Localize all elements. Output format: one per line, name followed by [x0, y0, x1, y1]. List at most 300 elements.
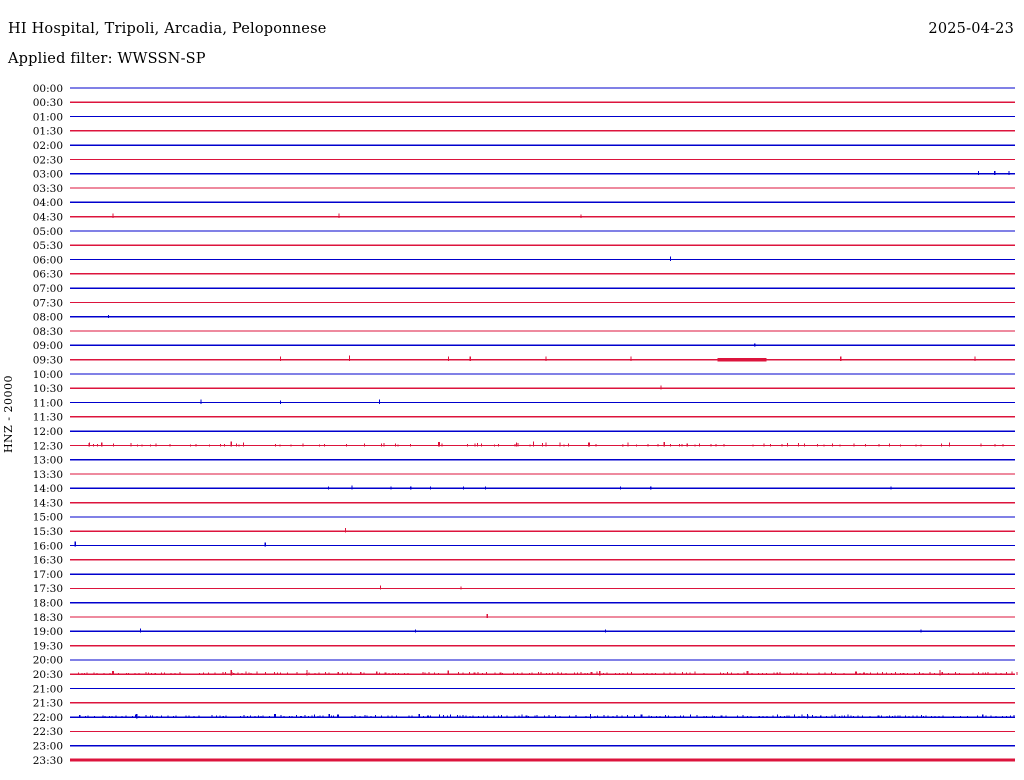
- trace-noise-tick: [758, 673, 759, 675]
- row-time-label: 00:30: [32, 97, 63, 110]
- trace-spike: [280, 401, 281, 404]
- trace-noise-tick: [411, 673, 412, 675]
- trace-noise-tick: [587, 673, 588, 675]
- row-time-label: 04:30: [32, 211, 63, 224]
- trace-spike: [265, 543, 266, 547]
- trace-noise-tick: [460, 716, 461, 718]
- trace-noise-tick: [175, 673, 176, 675]
- trace-spike: [994, 171, 995, 175]
- trace-noise-tick: [807, 673, 808, 675]
- trace-noise-tick: [134, 673, 135, 675]
- trace-noise-tick: [857, 715, 858, 718]
- trace-noise-tick: [549, 715, 550, 718]
- trace-noise-tick: [284, 716, 285, 718]
- trace-noise-tick: [939, 716, 940, 718]
- trace-noise-tick: [921, 715, 922, 718]
- trace-noise-tick: [725, 715, 726, 718]
- trace-noise-tick: [534, 715, 535, 718]
- trace-noise-tick: [231, 672, 233, 675]
- trace-spike: [661, 385, 662, 389]
- trace-noise-tick: [407, 673, 408, 675]
- trace-noise-tick: [242, 673, 243, 675]
- trace-noise-tick: [306, 673, 307, 675]
- trace-noise-tick: [663, 672, 664, 675]
- trace-spike: [754, 343, 755, 346]
- trace-noise-tick: [347, 673, 348, 675]
- trace-noise-tick: [211, 715, 212, 718]
- trace-noise-tick: [798, 443, 799, 446]
- trace-noise-tick: [208, 672, 209, 675]
- trace-spike: [108, 315, 109, 318]
- trace-noise-tick: [851, 715, 852, 718]
- trace-noise-tick: [528, 716, 529, 718]
- trace-noise-tick: [247, 716, 248, 718]
- trace-noise-tick: [224, 444, 225, 446]
- trace-spike: [352, 485, 353, 489]
- trace-noise-tick: [591, 672, 593, 675]
- trace-noise-tick: [367, 716, 368, 718]
- trace-spike: [460, 586, 461, 589]
- trace-noise-tick: [777, 715, 778, 718]
- trace-noise-tick: [139, 716, 140, 718]
- trace-spike: [415, 629, 416, 632]
- trace-noise-tick: [579, 716, 580, 718]
- trace-noise-tick: [735, 673, 736, 675]
- trace-spike: [485, 486, 486, 489]
- trace-noise-tick: [251, 673, 252, 675]
- trace-noise-tick: [743, 715, 744, 718]
- trace-noise-tick: [665, 715, 666, 718]
- trace-spike: [545, 442, 546, 446]
- trace-noise-tick: [683, 715, 684, 718]
- trace-noise-tick: [660, 716, 661, 718]
- trace-noise-tick: [546, 673, 547, 675]
- trace-noise-tick: [631, 672, 632, 675]
- trace-noise-tick: [315, 673, 316, 675]
- trace-noise-tick: [205, 716, 206, 718]
- trace-noise-tick: [780, 716, 781, 718]
- trace-noise-tick: [478, 716, 479, 718]
- trace-noise-tick: [670, 672, 671, 675]
- trace-noise-tick: [835, 715, 836, 718]
- trace-noise-tick: [559, 716, 560, 718]
- trace-noise-tick: [436, 716, 437, 718]
- trace-spike: [840, 357, 841, 361]
- trace-spike: [345, 528, 346, 532]
- row-time-label: 15:30: [32, 526, 63, 539]
- trace-noise-tick: [608, 716, 609, 718]
- trace-noise-tick: [619, 673, 620, 675]
- trace-noise-tick: [982, 714, 984, 718]
- trace-noise-tick: [398, 673, 399, 675]
- trace-noise-tick: [353, 673, 354, 675]
- trace-noise-tick: [763, 716, 764, 718]
- trace-noise-tick: [931, 716, 932, 718]
- trace-noise-tick: [502, 673, 503, 675]
- trace-noise-tick: [291, 444, 292, 446]
- trace-noise-tick: [913, 716, 914, 718]
- trace-noise-tick: [839, 444, 840, 446]
- trace-spike: [978, 171, 979, 175]
- trace-noise-tick: [622, 716, 623, 718]
- trace-noise-tick: [848, 715, 849, 718]
- trace-spike: [949, 442, 950, 446]
- trace-noise-tick: [641, 715, 643, 718]
- trace-noise-tick: [395, 673, 396, 675]
- trace-noise-tick: [881, 716, 882, 718]
- trace-noise-tick: [188, 716, 189, 718]
- trace-noise-tick: [514, 716, 515, 719]
- trace-noise-tick: [150, 445, 151, 447]
- trace-noise-tick: [388, 673, 389, 675]
- trace-noise-tick: [173, 716, 174, 718]
- trace-noise-tick: [1016, 672, 1017, 675]
- trace-noise-tick: [395, 443, 396, 446]
- trace-noise-tick: [84, 673, 85, 675]
- trace-noise-tick: [682, 672, 683, 675]
- trace-noise-tick: [738, 673, 739, 675]
- trace-noise-tick: [797, 673, 798, 675]
- row-time-label: 14:00: [32, 483, 63, 496]
- trace-spike: [939, 670, 940, 675]
- trace-noise-tick: [752, 445, 753, 447]
- row-time-label: 19:30: [32, 640, 63, 653]
- trace-noise-tick: [439, 715, 440, 718]
- trace-noise-tick: [259, 673, 260, 675]
- trace-noise-tick: [537, 715, 538, 718]
- trace-noise-tick: [862, 715, 863, 718]
- trace-noise-tick: [220, 444, 221, 446]
- trace-noise-tick: [703, 716, 704, 718]
- trace-noise-tick: [346, 444, 347, 446]
- trace-noise-tick: [87, 716, 88, 718]
- trace-noise-tick: [191, 716, 192, 718]
- trace-noise-tick: [500, 673, 502, 675]
- trace-noise-tick: [220, 716, 221, 718]
- trace-noise-tick: [786, 715, 787, 718]
- trace-noise-tick: [447, 671, 449, 675]
- trace-noise-tick: [126, 715, 127, 718]
- trace-noise-tick: [886, 673, 887, 676]
- row-time-label: 00:00: [32, 82, 63, 95]
- trace-noise-tick: [517, 673, 518, 675]
- row-time-label: 12:30: [32, 440, 63, 453]
- trace-noise-tick: [923, 673, 924, 675]
- trace-noise-tick: [723, 444, 724, 446]
- trace-spike: [430, 486, 431, 489]
- trace-noise-tick: [1003, 673, 1004, 675]
- row-time-label: 23:30: [32, 754, 63, 767]
- trace-noise-tick: [995, 716, 996, 718]
- trace-noise-tick: [712, 716, 713, 718]
- row-time-label: 08:30: [32, 325, 63, 338]
- trace-noise-tick: [648, 716, 649, 718]
- trace-noise-tick: [297, 672, 298, 675]
- trace-noise-tick: [248, 672, 249, 675]
- trace-noise-tick: [675, 673, 676, 675]
- trace-noise-tick: [118, 673, 119, 675]
- trace-noise-tick: [655, 673, 656, 675]
- trace-noise-tick: [469, 672, 470, 675]
- trace-noise-tick: [889, 443, 890, 446]
- trace-noise-tick: [842, 715, 843, 718]
- trace-noise-tick: [82, 673, 83, 675]
- trace-noise-tick: [493, 716, 494, 718]
- trace-spike: [628, 442, 629, 446]
- trace-noise-tick: [865, 444, 866, 446]
- trace-noise-tick: [238, 444, 239, 446]
- row-time-label: 17:00: [32, 568, 63, 581]
- trace-noise-tick: [1006, 672, 1007, 675]
- trace-spike: [487, 614, 488, 618]
- trace-noise-tick: [565, 673, 566, 675]
- trace-noise-tick: [427, 715, 429, 718]
- trace-noise-tick: [585, 673, 586, 675]
- row-time-label: 13:30: [32, 468, 63, 481]
- trace-noise-tick: [643, 673, 644, 675]
- row-time-label: 18:00: [32, 597, 63, 610]
- trace-noise-tick: [466, 716, 467, 718]
- trace-spike: [349, 356, 350, 361]
- trace-noise-tick: [700, 716, 701, 718]
- trace-noise-tick: [79, 715, 81, 718]
- row-time-label: 21:30: [32, 697, 63, 710]
- trace-noise-tick: [113, 443, 114, 446]
- trace-noise-tick: [595, 444, 596, 446]
- trace-noise-tick: [882, 672, 883, 675]
- trace-noise-tick: [195, 444, 196, 446]
- trace-noise-tick: [317, 716, 318, 718]
- trace-noise-tick: [112, 671, 114, 675]
- trace-noise-tick: [853, 716, 854, 718]
- trace-noise-tick: [238, 673, 239, 675]
- trace-noise-tick: [209, 444, 210, 446]
- trace-noise-tick: [225, 672, 226, 675]
- trace-noise-tick: [302, 444, 303, 447]
- trace-noise-tick: [220, 673, 221, 675]
- trace-noise-tick: [226, 715, 227, 718]
- trace-noise-tick: [751, 716, 752, 718]
- trace-noise-tick: [552, 672, 553, 675]
- trace-noise-tick: [825, 672, 826, 675]
- trace-noise-tick: [222, 716, 224, 718]
- trace-noise-tick: [839, 716, 840, 718]
- trace-noise-tick: [941, 672, 943, 675]
- trace-noise-tick: [710, 444, 711, 446]
- trace-noise-tick: [145, 672, 146, 675]
- trace-noise-tick: [636, 444, 637, 446]
- trace-noise-tick: [907, 673, 908, 675]
- trace-noise-tick: [331, 716, 332, 718]
- trace-noise-tick: [291, 716, 292, 718]
- trace-noise-tick: [478, 672, 479, 675]
- trace-noise-tick: [908, 716, 909, 718]
- trace-noise-tick: [804, 716, 805, 718]
- trace-noise-tick: [518, 716, 519, 718]
- trace-noise-tick: [752, 673, 753, 675]
- trace-noise-tick: [203, 672, 204, 675]
- trace-noise-tick: [250, 715, 251, 718]
- trace-noise-tick: [964, 673, 965, 675]
- trace-noise-tick: [779, 672, 780, 675]
- trace-noise-tick: [690, 715, 691, 718]
- trace-spike: [328, 486, 329, 489]
- trace-noise-tick: [542, 443, 543, 446]
- trace-noise-tick: [168, 715, 169, 718]
- trace-noise-tick: [891, 673, 892, 675]
- trace-noise-tick: [790, 673, 791, 675]
- trace-noise-tick: [337, 714, 339, 718]
- trace-noise-tick: [747, 716, 748, 718]
- trace-noise-tick: [442, 444, 443, 447]
- trace-spike: [590, 714, 591, 718]
- trace-spike: [605, 629, 606, 632]
- trace-noise-tick: [948, 673, 949, 675]
- trace-noise-tick: [371, 716, 372, 718]
- trace-noise-tick: [299, 673, 300, 675]
- trace-noise-tick: [812, 715, 813, 718]
- trace-noise-tick: [422, 672, 423, 675]
- trace-noise-tick: [409, 715, 410, 718]
- trace-noise-tick: [603, 673, 604, 675]
- trace-noise-tick: [699, 444, 700, 447]
- row-time-label: 11:00: [32, 397, 63, 410]
- trace-noise-tick: [798, 716, 799, 718]
- trace-noise-tick: [275, 444, 276, 446]
- trace-noise-tick: [694, 445, 695, 447]
- trace-noise-tick: [86, 673, 87, 675]
- trace-spike: [338, 214, 339, 218]
- trace-noise-tick: [634, 715, 635, 718]
- trace-noise-tick: [418, 714, 420, 718]
- trace-noise-tick: [656, 716, 657, 718]
- trace-noise-tick: [521, 672, 522, 675]
- trace-noise-tick: [154, 673, 156, 675]
- trace-noise-tick: [663, 442, 665, 446]
- trace-noise-tick: [423, 716, 424, 718]
- trace-noise-tick: [184, 673, 185, 675]
- trace-noise-tick: [100, 716, 101, 718]
- row-time-label: 20:00: [32, 654, 63, 667]
- trace-noise-tick: [801, 673, 802, 675]
- trace-noise-tick: [289, 716, 290, 718]
- trace-noise-tick: [97, 444, 98, 446]
- row-time-label: 03:30: [32, 182, 63, 195]
- trace-noise-tick: [925, 716, 926, 718]
- trace-noise-tick: [300, 716, 302, 718]
- trace-noise-tick: [342, 673, 343, 676]
- trace-noise-tick: [385, 672, 387, 675]
- trace-noise-tick: [544, 715, 545, 718]
- trace-noise-tick: [613, 716, 614, 718]
- trace-noise-tick: [490, 673, 491, 675]
- trace-noise-tick: [843, 673, 844, 675]
- row-time-label: 17:30: [32, 583, 63, 596]
- trace-noise-tick: [526, 715, 528, 718]
- trace-spike: [533, 441, 534, 446]
- trace-noise-tick: [450, 715, 451, 718]
- trace-noise-tick: [152, 716, 153, 718]
- trace-noise-tick: [94, 673, 95, 675]
- trace-noise-tick: [381, 716, 382, 718]
- trace-noise-tick: [900, 673, 901, 675]
- trace-noise-tick: [767, 716, 768, 718]
- trace-noise-tick: [898, 716, 899, 719]
- trace-noise-tick: [198, 715, 199, 718]
- trace-noise-tick: [892, 716, 893, 718]
- date-label: 2025-04-23: [928, 21, 1014, 37]
- trace-noise-tick: [236, 444, 237, 447]
- trace-noise-tick: [921, 444, 922, 446]
- trace-spike: [921, 629, 922, 632]
- trace-noise-tick: [457, 715, 458, 718]
- trace-noise-tick: [784, 716, 785, 718]
- trace-noise-tick: [111, 716, 112, 718]
- trace-noise-tick: [561, 672, 562, 675]
- trace-noise-tick: [801, 715, 802, 718]
- trace-spike: [280, 357, 281, 361]
- trace-noise-tick: [640, 673, 641, 675]
- row-time-label: 14:30: [32, 497, 63, 510]
- trace-burst: [717, 358, 766, 362]
- trace-noise-tick: [870, 673, 871, 676]
- trace-noise-tick: [985, 673, 986, 676]
- trace-noise-tick: [199, 673, 200, 675]
- trace-noise-tick: [580, 672, 581, 675]
- trace-noise-tick: [428, 672, 429, 675]
- trace-noise-tick: [89, 443, 90, 446]
- trace-noise-tick: [978, 672, 979, 675]
- trace-noise-tick: [130, 443, 131, 446]
- trace-noise-tick: [844, 715, 845, 718]
- trace-noise-tick: [960, 716, 961, 718]
- trace-spike: [599, 671, 600, 675]
- trace-noise-tick: [637, 673, 638, 675]
- trace-noise-tick: [281, 715, 282, 718]
- trace-noise-tick: [617, 715, 618, 718]
- row-time-label: 05:00: [32, 225, 63, 238]
- trace-noise-tick: [287, 672, 288, 675]
- row-time-label: 22:30: [32, 726, 63, 739]
- trace-noise-tick: [973, 672, 974, 675]
- trace-noise-tick: [410, 444, 411, 446]
- trace-noise-tick: [354, 715, 355, 718]
- trace-noise-tick: [245, 672, 246, 675]
- trace-noise-tick: [943, 716, 944, 719]
- trace-noise-tick: [577, 673, 578, 676]
- trace-noise-tick: [375, 715, 376, 718]
- trace-noise-tick: [678, 673, 679, 675]
- trace-noise-tick: [110, 673, 111, 675]
- row-time-label: 19:00: [32, 626, 63, 639]
- trace-noise-tick: [831, 672, 832, 675]
- trace-noise-tick: [934, 673, 935, 675]
- trace-noise-tick: [782, 444, 783, 446]
- trace-noise-tick: [384, 443, 385, 446]
- trace-noise-tick: [145, 715, 146, 718]
- trace-noise-tick: [877, 673, 878, 676]
- trace-noise-tick: [853, 443, 854, 446]
- row-time-label: 16:30: [32, 554, 63, 567]
- trace-noise-tick: [820, 715, 822, 718]
- trace-noise-tick: [647, 673, 648, 675]
- trace-noise-tick: [109, 716, 110, 718]
- trace-noise-tick: [597, 716, 598, 718]
- trace-noise-tick: [615, 673, 616, 675]
- trace-noise-tick: [105, 716, 106, 718]
- trace-noise-tick: [595, 716, 596, 718]
- trace-noise-tick: [731, 673, 732, 676]
